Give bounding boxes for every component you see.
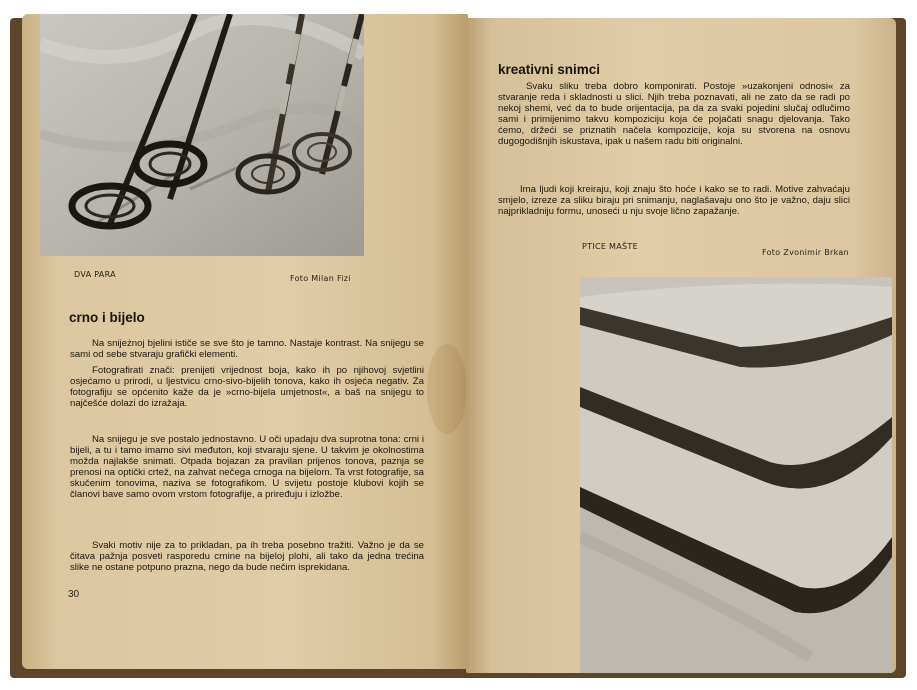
- section-heading: kreativni snimci: [498, 62, 601, 77]
- ski-poles-photo: [40, 14, 364, 256]
- paragraph: Na snijegu je sve postalo jednostavno. U oči upadaju dva suprotna tona: crni i bijeli, a tu i tamo imamo sivi međuton, koji stvaraju sjene. U takvim je okolnostima možda najlakše snimati. Otpada bojazan za pravilan prijenos tonova, paznja se prenosi na optički crtež, na zahvat nečega crnoga na bijelom. Ta vrst fotografije, sa skučenim tonovima, naziva se fotografikom. U svijetu postoje klubovi kojih se članovi bave samo ovom vrstom fotografije, a priređuju i izložbe.: [70, 434, 424, 501]
- photo-credit: Foto Zvonimir Brkan: [762, 248, 849, 257]
- left-page: [22, 14, 468, 669]
- paragraph: Fotografirati znači: prenijeti vrijednost boja, kako ih po njihovoj svjetlini osjećamo u prirodi, u ljestvicu crno-sivo-bijelih tonova, kako ih osjeća negativ. Za fotografiju se općenito kaže da je »crno-bijela umjetnost«, a baš na snijegu to najčešće dolazi do izražaja.: [70, 365, 424, 410]
- photo-caption: PTICE MAŠTE: [582, 242, 638, 251]
- page-number: 30: [68, 589, 80, 600]
- water-stain: [427, 344, 467, 434]
- photo-credit: Foto Milan Fizi: [290, 274, 351, 283]
- snow-steps-photo: [580, 277, 892, 673]
- section-heading: crno i bijelo: [69, 310, 145, 325]
- paragraph: Svaki motiv nije za to prikladan, pa ih treba posebno tražiti. Važno je da se čitava pažnja posveti rasporedu crnine na bijeloj plohi, ali tako da jedna trećina slike ne ostane potpuno prazna, nego da bude nečim isprekidana.: [70, 540, 424, 574]
- photo-caption: DVA PARA: [74, 270, 116, 279]
- paragraph: Ima ljudi koji kreiraju, koji znaju što hoće i kako se to radi. Motive zahvaćaju smjelo, izreze za sliku biraju pri snimanju, naglašavaju ono što je važno, daju slici najprikladniju formu, unoseći u nju svoje lično zapažanje.: [498, 184, 850, 218]
- right-page: [466, 18, 896, 673]
- paragraph: Svaku sliku treba dobro komponirati. Postoje »uzakonjeni odnosi« za stvaranje reda i skladnosti u slici. Njih treba poznavati, ali ne zato da se radi po nekoj shemi, već da to bude orijentacija, pa da za svaki pojedini slučaj odlučimo sami i primijenimo takvu kompoziciju koja će pojačati snagu djelovanja. Tako ćemo, držeći se priznatih načela kompozicije, koja su stvorena na osnovu dugogodišnjih iskustava, ipak u našem radu biti originalni.: [498, 81, 850, 148]
- paragraph: Na snijeżnoj bjelini ističe se sve što je tamno. Nastaje kontrast. Na snijegu se sami od sebe stvaraju grafički elementi.: [70, 338, 424, 361]
